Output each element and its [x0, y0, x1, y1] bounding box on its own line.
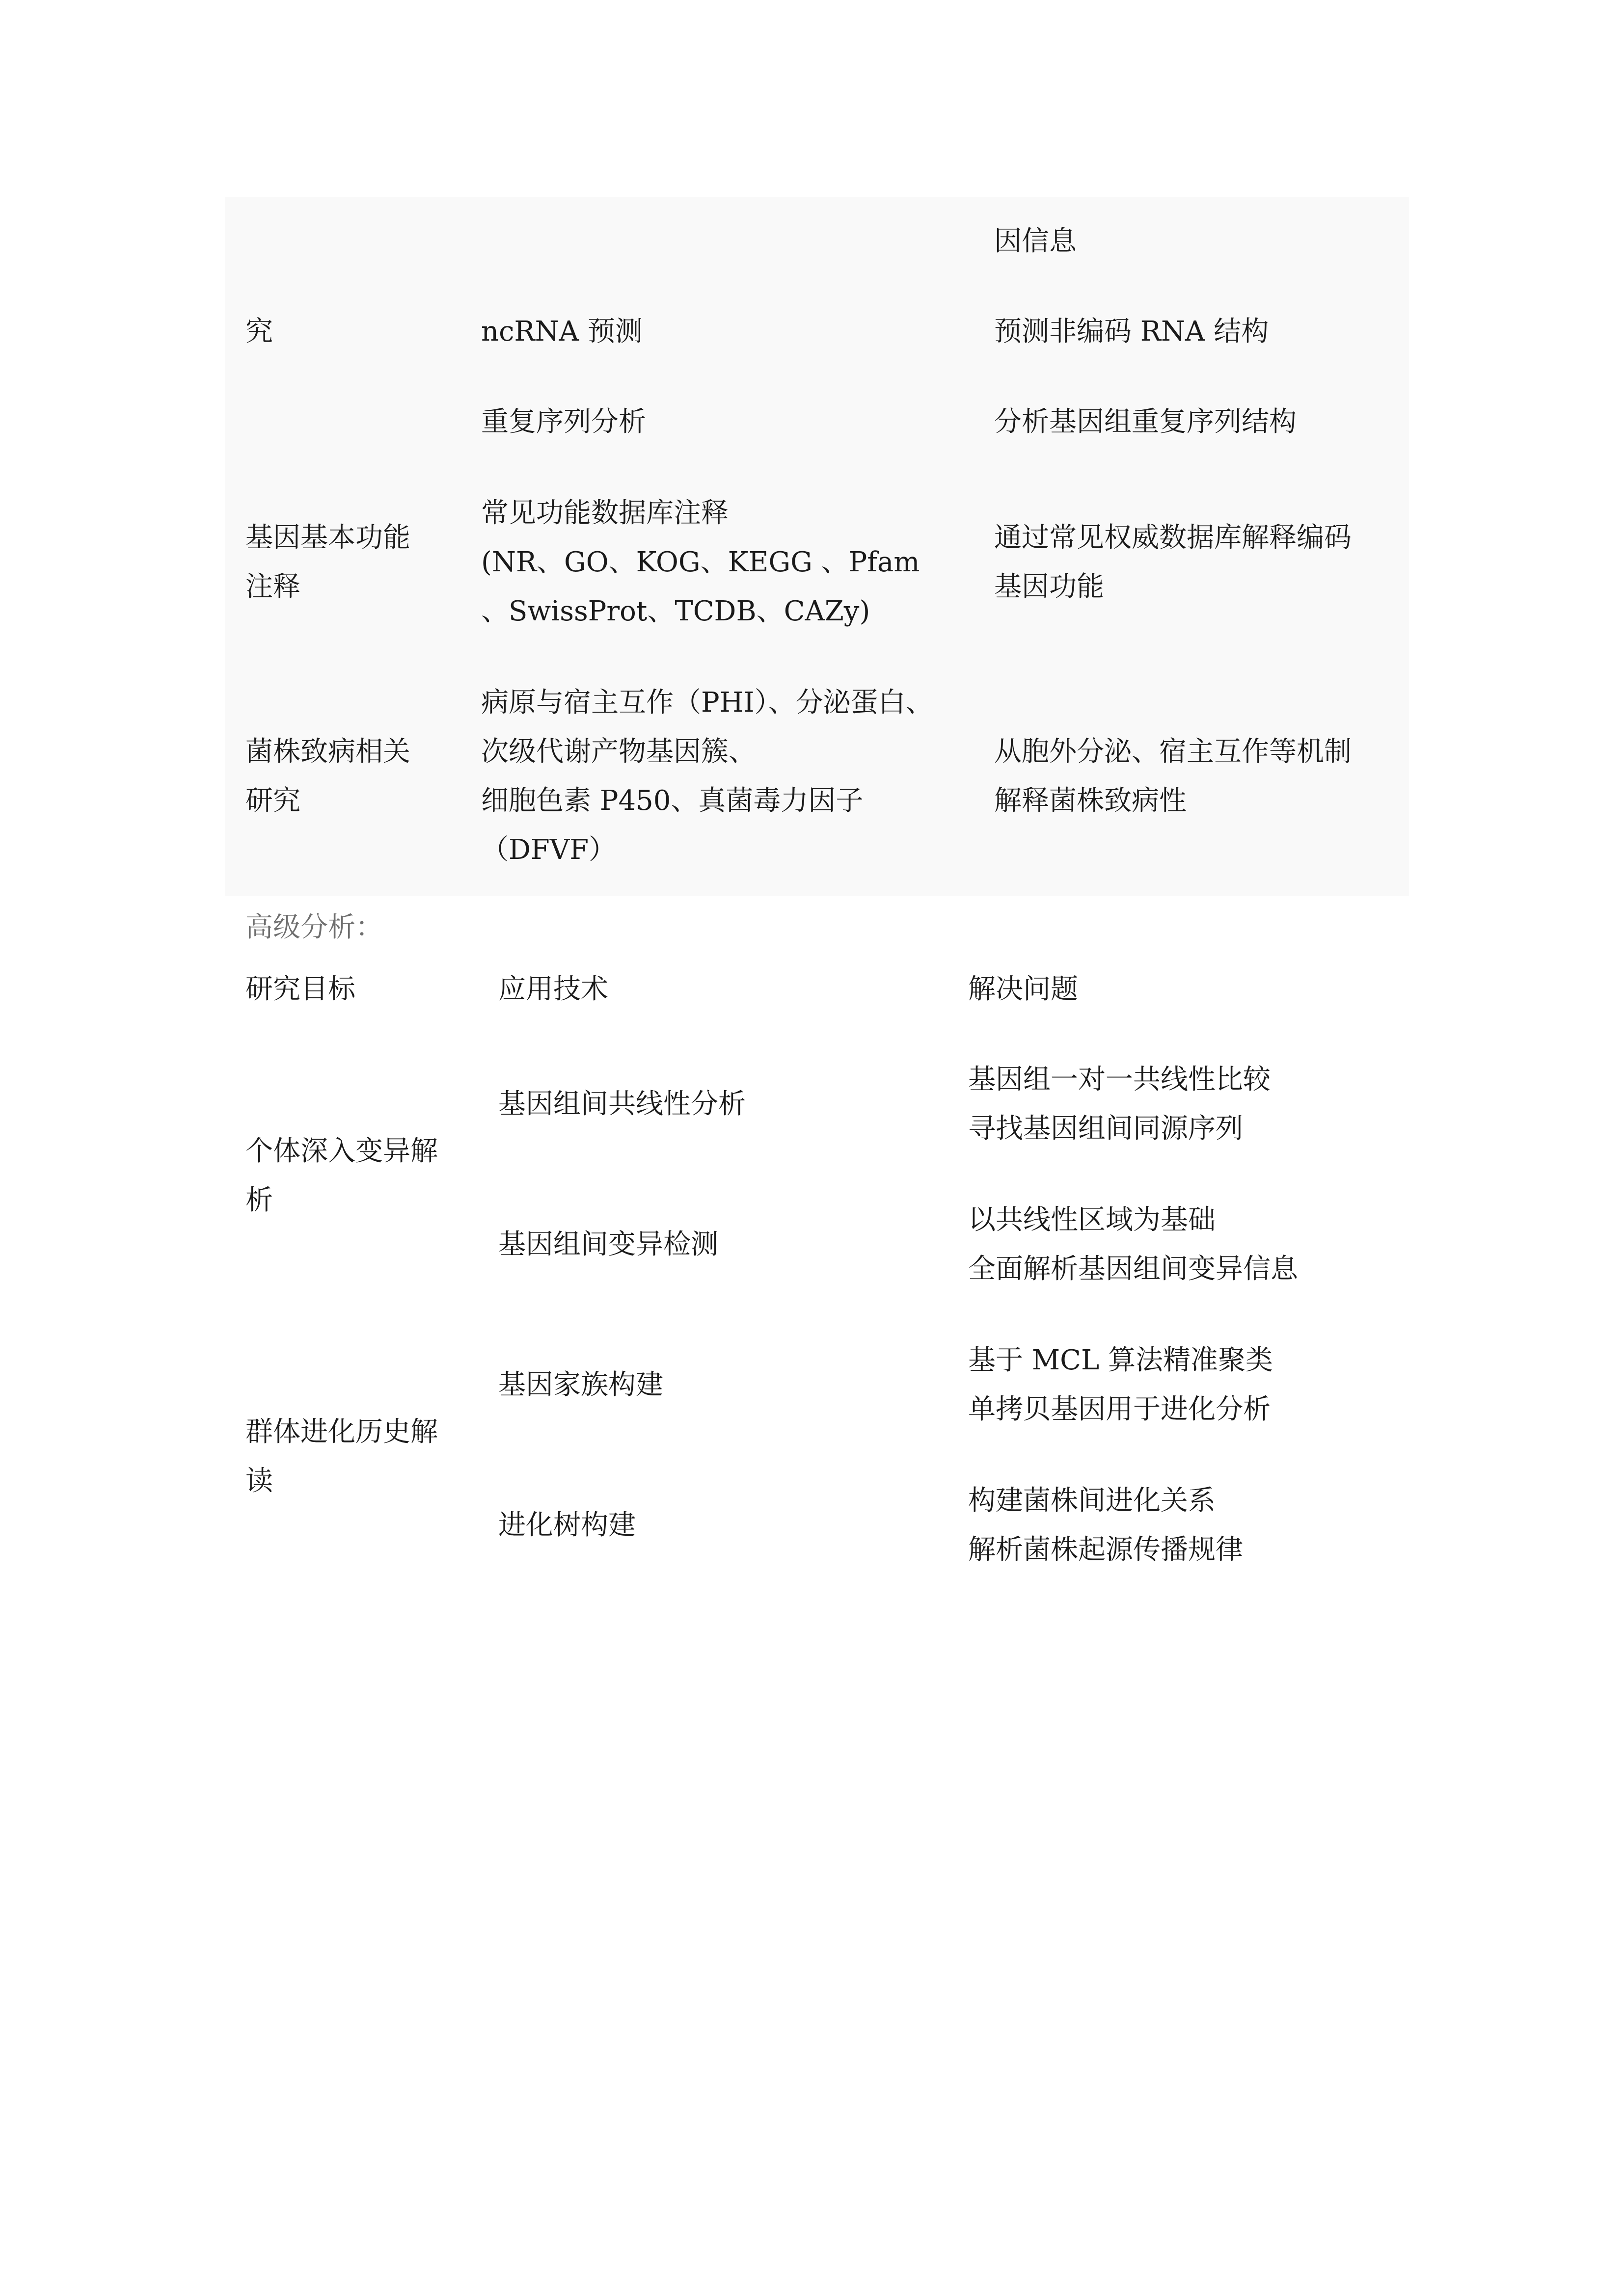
table-cell: 病原与宿主互作（PHI）、分泌蛋白、 次级代谢产物基因簇、 细胞色素 P450、真菌毒力因子 （DFVF）: [481, 687, 933, 866]
table-cell-tech: 进化树构建: [498, 1509, 636, 1541]
table-cell-goal: 个体深入变异解 析: [245, 1135, 438, 1216]
table-cell: 分析基因组重复序列结构: [994, 406, 1297, 438]
table-cell: 通过常见权威数据库解释编码 基因功能: [994, 522, 1352, 603]
section-heading: 高级分析：: [245, 911, 383, 943]
table-cell: 常见功能数据库注释 (NR、GO、KOG、KEGG 、Pfam 、SwissProt、TCDB、CAZy): [481, 497, 920, 627]
table-cell-goal: 群体进化历史解 读: [245, 1416, 438, 1497]
table-cell-problem: 构建菌株间进化关系 解析菌株起源传播规律: [968, 1485, 1243, 1566]
table-cell-problem: 基因组一对一共线性比较 寻找基因组间同源序列: [968, 1064, 1271, 1145]
table-cell: 究: [245, 316, 273, 347]
table-cell: ncRNA 预测: [481, 316, 643, 347]
table-cell: 预测非编码 RNA 结构: [994, 316, 1269, 347]
table-cell: 从胞外分泌、宿主互作等机制 解释菌株致病性: [994, 736, 1352, 817]
table-cell-tech: 基因组间变异检测: [498, 1228, 718, 1260]
table-cell-problem: 以共线性区域为基础 全面解析基因组间变异信息: [968, 1204, 1298, 1285]
column-header-problem: 解决问题: [968, 973, 1078, 1005]
table-cell-problem: 基于 MCL 算法精准聚类 单拷贝基因用于进化分析: [968, 1344, 1273, 1425]
table-cell: 菌株致病相关 研究: [245, 736, 410, 817]
table-cell-tech: 基因家族构建: [498, 1369, 663, 1401]
table-cell: 重复序列分析: [481, 406, 646, 438]
basic-analysis-table: [225, 197, 1409, 896]
table-cell: 因信息: [994, 225, 1077, 257]
column-header-goal: 研究目标: [245, 973, 355, 1005]
column-header-tech: 应用技术: [498, 973, 608, 1005]
table-cell: 基因基本功能 注释: [245, 522, 410, 603]
table-cell-tech: 基因组间共线性分析: [498, 1088, 746, 1120]
